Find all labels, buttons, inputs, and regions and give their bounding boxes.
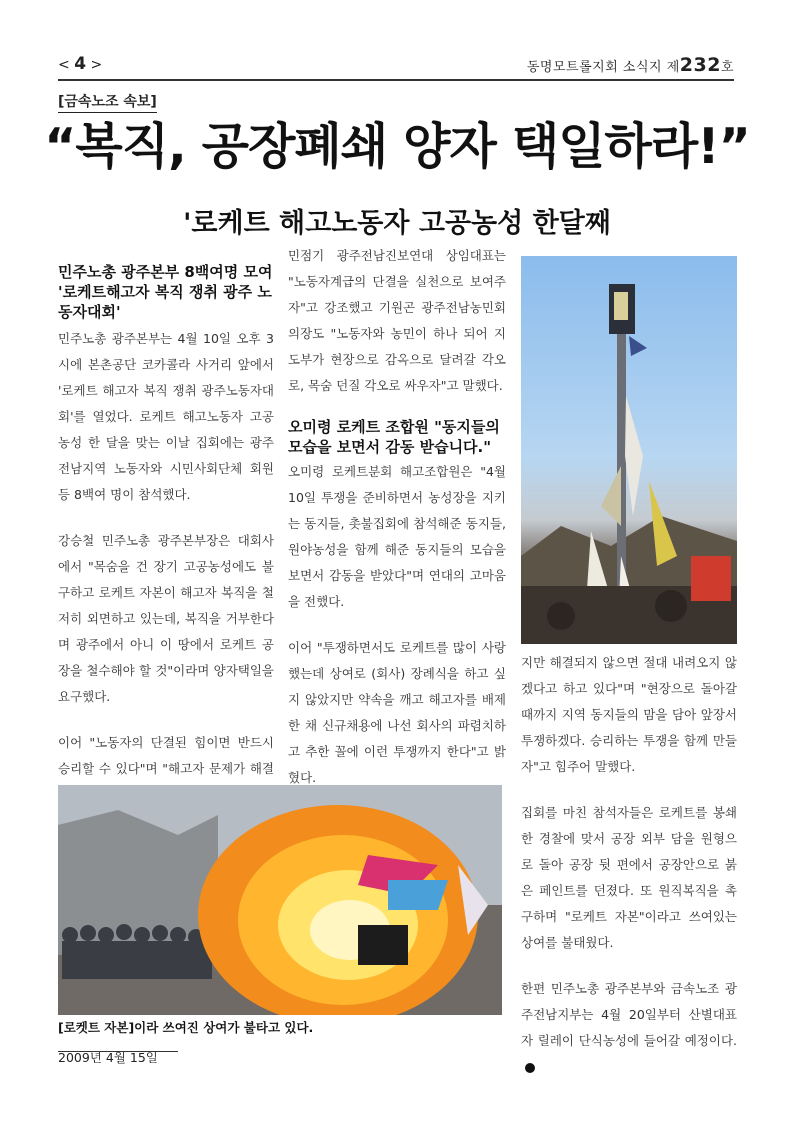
issue-suffix: 호 bbox=[720, 60, 734, 75]
column-1-paragraph: 이어 "노동자의 단결된 힘이면 반드시 승리할 수 있다"며 "해고자 문제가 해결 bbox=[58, 735, 274, 776]
page-number bbox=[58, 54, 102, 74]
column-3-final-text: 한편 민주노총 광주본부와 금속노조 광주전남지부는 4월 20일부터 산별대표자 릴레이 단식농성에 들어갈 예정이다. bbox=[521, 981, 737, 1048]
fire-photo-illustration bbox=[58, 785, 502, 1015]
column-2-subhead: 오미령 로케트 조합원 "동지들의 모습을 보면서 감동 받습니다." bbox=[288, 418, 500, 456]
page-number-value: 4 bbox=[74, 54, 87, 74]
headline: “복직, 공장폐쇄 양자 택일하라!” bbox=[44, 118, 750, 175]
page-number-prefix: < bbox=[58, 57, 70, 73]
tower-photo-illustration bbox=[521, 256, 737, 644]
header-rule bbox=[58, 79, 734, 81]
footer-date: 2009년 4월 15일 bbox=[58, 1050, 158, 1065]
end-bullet-icon bbox=[525, 1063, 535, 1073]
page-header bbox=[58, 50, 734, 76]
newsletter-name: 동명모트롤지회 소식지 제 bbox=[526, 60, 680, 75]
page-number-suffix: > bbox=[90, 57, 103, 73]
column-3-paragraph: 집회를 마친 참석자들은 로케트를 봉쇄한 경찰에 맞서 공장 외부 담을 원형으로 돌아 공장 뒷 편에서 공장안으로 붉은 페인트를 던졌다. 또 원직복직을 촉구하며 "로케트 자본"이라고 쓰여있는 상여를 불태웠다. bbox=[521, 805, 737, 950]
column-2-paragraph: 이어 "투쟁하면서도 로케트를 많이 사랑했는데 상여로 (회사) 장례식을 하고 싶지 않았지만 약속을 깨고 해고자를 배제한 채 신규채용에 나선 회사의 파렴치하고 추한 꼴에 이런 투쟁까지 한다"고 밝혔다. bbox=[288, 640, 506, 785]
footer-rule bbox=[58, 1051, 178, 1052]
column-1-paragraph: 강승철 민주노총 광주본부장은 대회사에서 "목숨을 건 장기 고공농성에도 불구하고 로케트 자본이 해고자 복직을 철저히 외면하고 있는데, 복직을 거부한다며 광주에서 아니 이 땅에서 로케트 공장을 철수해야 할 것"이라며 양자택일을 요구했다. bbox=[58, 533, 274, 704]
column-3-paragraph: 지만 해결되지 않으면 절대 내려오지 않겠다고 하고 있다"며 "현장으로 돌아갈 때까지 지역 동지들의 맘을 담아 앞장서 투쟁하겠다. 승리하는 투쟁을 함께 만들자"고 힘주어 말했다. bbox=[521, 655, 737, 774]
photo-caption: [로켓트 자본]이라 쓰여진 상여가 불타고 있다. bbox=[58, 1020, 314, 1035]
subheadline: '로케트 해고노동자 고공농성 한달째 bbox=[183, 208, 611, 239]
column-1-paragraph: 민주노총 광주본부는 4월 10일 오후 3시에 본촌공단 코카콜라 사거리 앞에서 '로케트 해고자 복직 쟁취 광주노동자대회'를 열었다. 로케트 해고노동자 고공농성 한 달을 맞는 이날 집회에는 광주전남지역 노동자와 시민사회단체 회원 등 8백여 명이 참석했다. bbox=[58, 331, 274, 502]
column-2-paragraph: 오미령 로케트분회 해고조합원은 "4월 10일 투쟁을 준비하면서 농성장을 지키는 동지들, 촛불집회에 참석해준 동지들, 원야농성을 함께 해준 동지들의 모습을 보면서 감동을 받았다"며 연대의 고마움을 전했다. bbox=[288, 464, 506, 609]
article-column-3 bbox=[521, 650, 737, 1080]
photo-tower-protest bbox=[521, 256, 737, 644]
article-column-2 bbox=[288, 243, 506, 837]
column-2-intro: 민점기 광주전남진보연대 상임대표는 "노동자계급의 단결을 실천으로 보여주자"고 강조했고 기원곤 광주전남농민회 의장도 "노동자와 농민이 하나 되어 지도부가 현장으로 감옥으로 달려갈 각오로, 목숨 던질 각오로 싸우자"고 말했다. bbox=[288, 248, 506, 393]
photo-burning-bier bbox=[58, 785, 502, 1015]
column-3-paragraph bbox=[521, 976, 737, 1080]
newsletter-title bbox=[527, 54, 734, 76]
section-tag: [금속노조 속보] bbox=[58, 91, 157, 113]
issue-number: 232 bbox=[679, 54, 721, 76]
column-1-subhead: 민주노총 광주본부 8백여명 모여 '로케트해고자 복직 쟁취 광주 노동자대회' bbox=[58, 263, 273, 321]
